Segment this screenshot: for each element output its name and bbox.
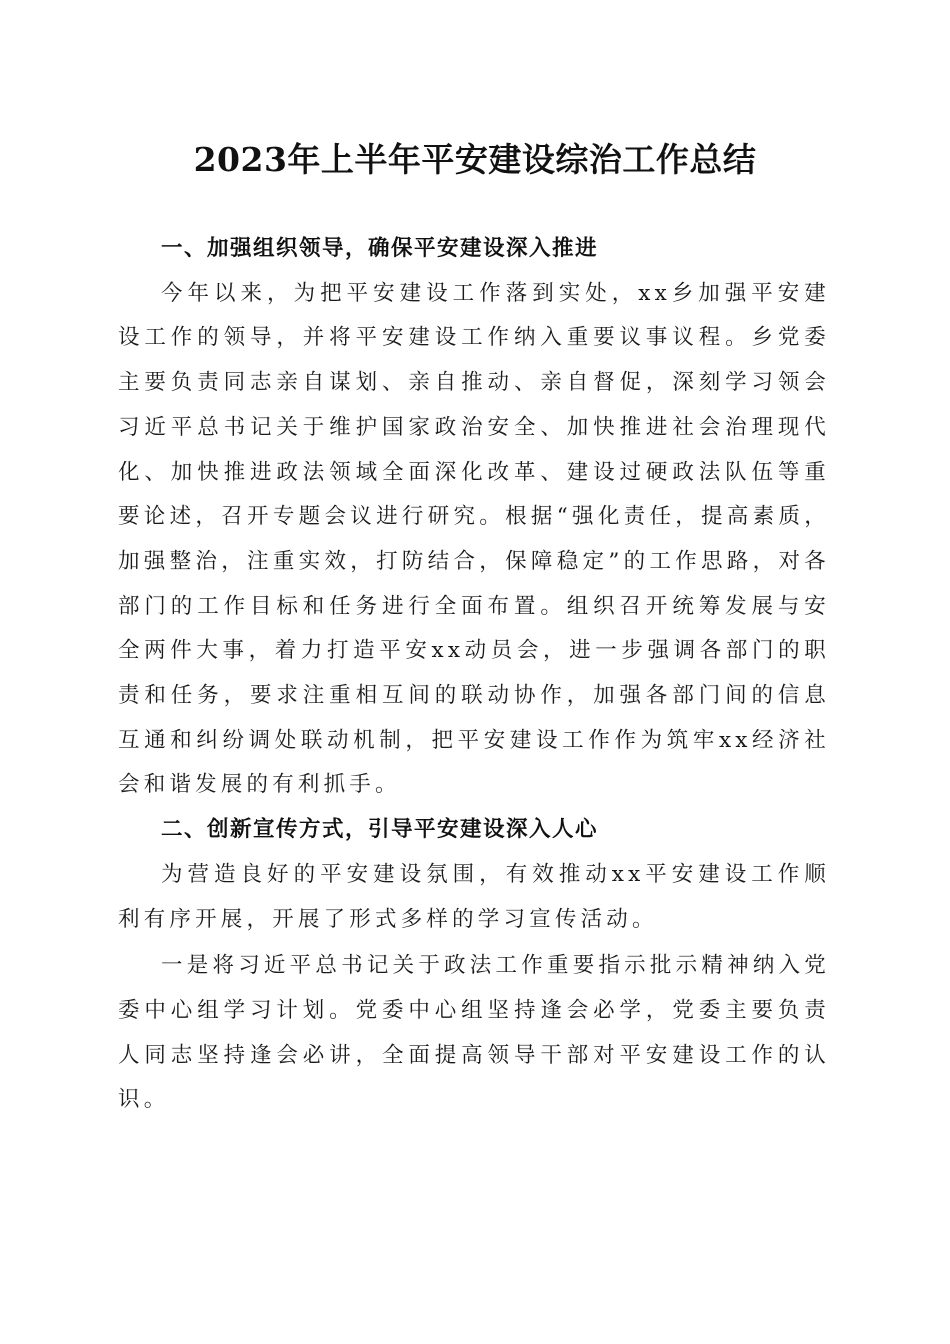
section-1-paragraph-1: 今年以来，为把平安建设工作落到实处，xx乡加强平安建设工作的领导，并将平安建设工作纳入重要议事议程。乡党委主要负责同志亲自谋划、亲自推动、亲自督促，深刻学习领会习近平总书记关于维护国家政治安全、加快推进社会治理现代化、加快推进政法领域全面深化改革、建设过硬政法队伍等重要论述，召开专题会议进行研究。根据“强化责任，提高素质，加强整治，注重实效，打防结合，保障稳定”的工作思路，对各部门的工作目标和任务进行全面布置。组织召开统筹发展与安全两件大事，着力打造平安xx动员会，进一步强调各部门的职责和任务，要求注重相互间的联动协作，加强各部门间的信息互通和纠纷调处联动机制，把平安建设工作作为筑牢xx经济社会和谐发展的有利抓手。 <box>118 280 830 798</box>
section-heading-1: 一、加强组织领导，确保平安建设深入推进 <box>161 236 599 261</box>
document-body <box>118 227 830 1123</box>
section-2-paragraph-1: 为营造良好的平安建设氛围，有效推动xx平安建设工作顺利有序开展，开展了形式多样的学习宣传活动。 <box>118 861 830 932</box>
section-heading-2: 二、创新宣传方式，引导平安建设深入人心 <box>161 817 599 843</box>
document-title: 2023年上半年平安建设综治工作总结 <box>193 140 757 179</box>
section-2-paragraph-2: 一是将习近平总书记关于政法工作重要指示批示精神纳入党委中心组学习计划。党委中心组坚持逢会必学，党委主要负责人同志坚持逢会必讲，全面提高领导干部对平安建设工作的认识。 <box>118 953 830 1113</box>
